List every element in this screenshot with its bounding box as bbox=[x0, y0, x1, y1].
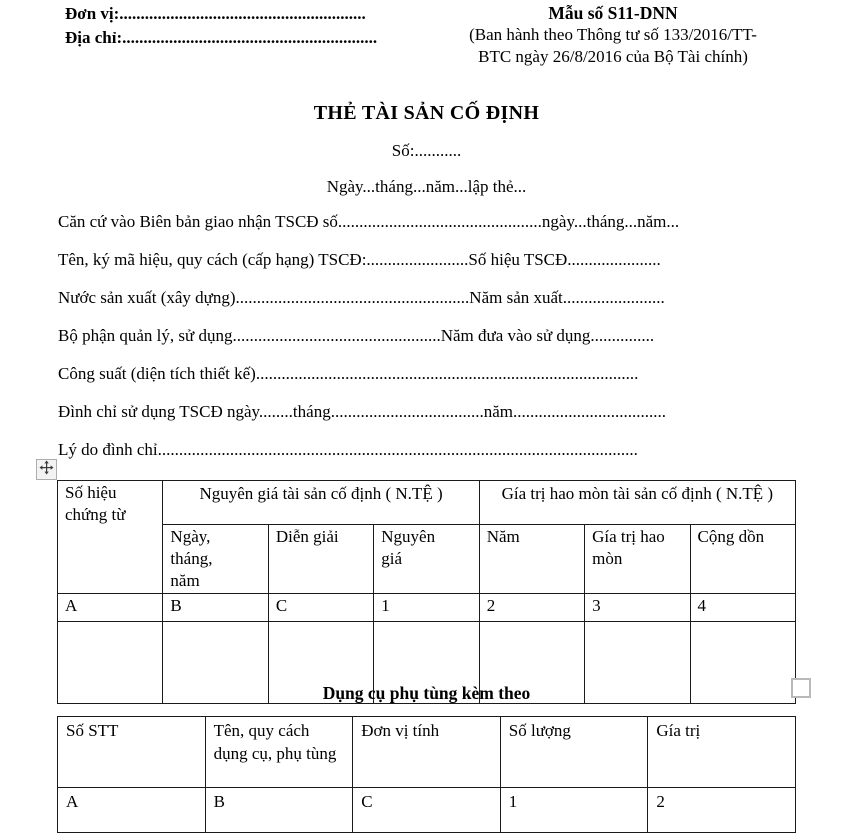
header-tool-name: Tên, quy cách dụng cụ, phụ tùng bbox=[205, 717, 353, 788]
index-cell: B bbox=[163, 594, 268, 622]
header-stt: Số STT bbox=[58, 717, 206, 788]
index-cell: 2 bbox=[648, 788, 796, 833]
header-date: Ngày, tháng, năm bbox=[163, 525, 268, 594]
index-cell: A bbox=[58, 788, 206, 833]
index-cell: C bbox=[353, 788, 501, 833]
index-cell: 2 bbox=[479, 594, 584, 622]
form-fill-lines bbox=[58, 203, 833, 469]
card-number-line[interactable]: Số:........... bbox=[391, 141, 462, 160]
asset-value-table bbox=[57, 480, 796, 704]
header-quantity: Số lượng bbox=[500, 717, 648, 788]
tools-table bbox=[57, 716, 796, 833]
index-cell: 1 bbox=[500, 788, 648, 833]
form-line-department[interactable]: Bộ phận quản lý, sử dụng.................................................Năm đưa vào sử dụng............... bbox=[58, 326, 655, 345]
index-cell: 1 bbox=[374, 594, 479, 622]
index-cell: B bbox=[205, 788, 353, 833]
move-cross-icon bbox=[39, 460, 54, 480]
header-value: Gía trị bbox=[648, 717, 796, 788]
form-line-asset-name[interactable]: Tên, ký mã hiệu, quy cách (cấp hạng) TSCĐ:........................Số hiệu TSCĐ...................... bbox=[58, 250, 661, 269]
card-date-line[interactable]: Ngày...tháng...năm...lập thẻ... bbox=[326, 177, 527, 196]
circular-line-1: (Ban hành theo Thông tư số 133/2016/TT- bbox=[469, 25, 757, 44]
address-line[interactable]: Địa chỉ:............................................................ bbox=[65, 28, 378, 47]
form-line-capacity[interactable]: Công suất (diện tích thiết kế).......................................................................................... bbox=[58, 364, 639, 383]
index-cell: A bbox=[58, 594, 163, 622]
header-doc-number: Số hiệu chứng từ bbox=[58, 481, 163, 594]
header-original-cost: Nguyên giá bbox=[374, 525, 479, 594]
form-line-handover-record[interactable]: Căn cứ vào Biên bản giao nhận TSCĐ số................................................ngày...tháng...năm... bbox=[58, 212, 680, 231]
index-cell: 3 bbox=[585, 594, 690, 622]
header-depreciation-value: Gía trị hao mòn bbox=[585, 525, 690, 594]
header-group-depreciation: Gía trị hao mòn tài sản cố định ( N.TỆ ) bbox=[479, 481, 795, 525]
form-number: Mẫu số S11-DNN bbox=[548, 3, 678, 23]
index-cell: 4 bbox=[690, 594, 795, 622]
form-info-block bbox=[437, 2, 789, 68]
header-group-original-cost: Nguyên giá tài sản cố định ( N.TỆ ) bbox=[163, 481, 479, 525]
org-header-block bbox=[65, 2, 377, 50]
form-line-suspension-reason[interactable]: Lý do đình chỉ................................................................................................................. bbox=[58, 440, 638, 459]
form-title: THẺ TÀI SẢN CỐ ĐỊNH bbox=[313, 102, 540, 124]
tools-section-caption: Dụng cụ phụ tùng kèm theo bbox=[322, 683, 531, 703]
circular-line-2: BTC ngày 26/8/2016 của Bộ Tài chính) bbox=[478, 47, 748, 66]
header-unit: Đơn vị tính bbox=[353, 717, 501, 788]
index-cell: C bbox=[268, 594, 373, 622]
form-line-country-year[interactable]: Nước sản xuất (xây dựng).......................................................Năm sản xuất........................ bbox=[58, 288, 665, 307]
header-accumulated: Cộng dồn bbox=[690, 525, 795, 594]
form-line-suspension-date[interactable]: Đình chỉ sử dụng TSCĐ ngày........tháng....................................năm.................................... bbox=[58, 402, 666, 421]
header-description: Diễn giải bbox=[268, 525, 373, 594]
header-year: Năm bbox=[479, 525, 584, 594]
table-move-handle[interactable] bbox=[36, 459, 57, 480]
unit-line[interactable]: Đơn vị:.......................................................... bbox=[65, 4, 366, 23]
